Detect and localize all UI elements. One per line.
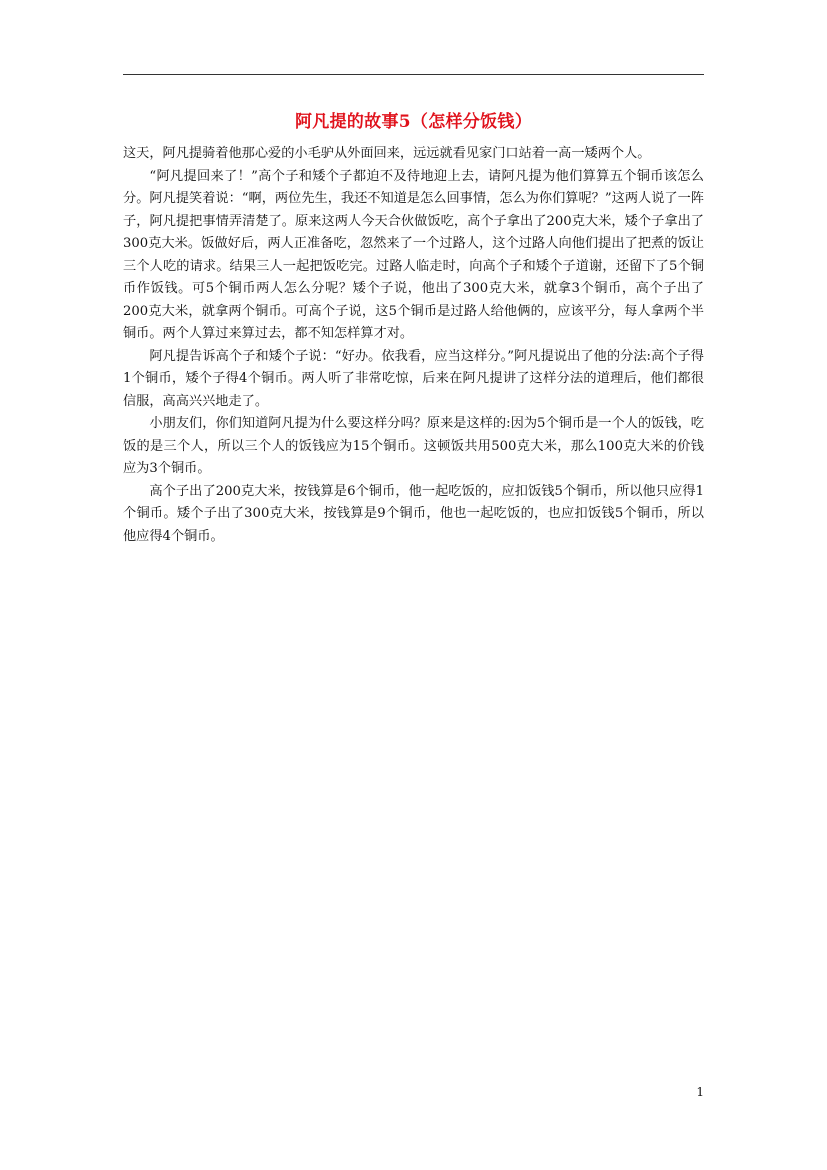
paragraph-5: 高个子出了200克大米，按钱算是6个铜币，他一起吃饭的，应扣饭钱5个铜币，所以他只应得1个铜币。矮个子出了300克大米，按钱算是9个铜币，他也一起吃饭的，也应扣饭钱5个铜币，所以他应得4个铜币。 bbox=[123, 483, 704, 544]
document-body bbox=[123, 143, 704, 548]
paragraph-2: “阿凡提回来了！”高个子和矮个子都迫不及待地迎上去，请阿凡提为他们算算五个铜币该怎么分。阿凡提笑着说：“啊，两位先生，我还不知道是怎么回事情，怎么为你们算呢？”这两人说了一阵子，阿凡提把事情弄清楚了。原来这两人今天合伙做饭吃，高个子拿出了200克大米，矮个子拿出了300克大米。饭做好后，两人正准备吃，忽然来了一个过路人，这个过路人向他们提出了把煮的饭让三个人吃的请求。结果三人一起把饭吃完。过路人临走时，向高个子和矮个子道谢，还留下了5个铜币作饭钱。可5个铜币两人怎么分呢？矮个子说，他出了300克大米，就拿3个铜币，高个子出了200克大米，就拿两个铜币。可高个子说，这5个铜币是过路人给他俩的，应该平分，每人拿两个半铜币。两个人算过来算过去，都不知怎样算才对。 bbox=[123, 168, 704, 341]
paragraph-3: 阿凡提告诉高个子和矮个子说：“好办。依我看，应当这样分。”阿凡提说出了他的分法:高个子得1个铜币，矮个子得4个铜币。两人听了非常吃惊，后来在阿凡提讲了这样分法的道理后，他们都很信服，高高兴兴地走了。 bbox=[123, 348, 704, 409]
paragraph-1: 这天，阿凡提骑着他那心爱的小毛驴从外面回来，远远就看见家门口站着一高一矮两个人。 bbox=[123, 146, 651, 161]
page-number: 1 bbox=[696, 1085, 704, 1099]
paragraph-4: 小朋友们，你们知道阿凡提为什么要这样分吗？原来是这样的:因为5个铜币是一个人的饭钱，吃饭的是三个人，所以三个人的饭钱应为15个铜币。这顿饭共用500克大米，那么100克大米的价钱应为3个铜币。 bbox=[123, 416, 704, 476]
header-rule bbox=[123, 74, 704, 75]
document-title: 阿凡提的故事5（怎样分饭钱） bbox=[294, 112, 533, 132]
